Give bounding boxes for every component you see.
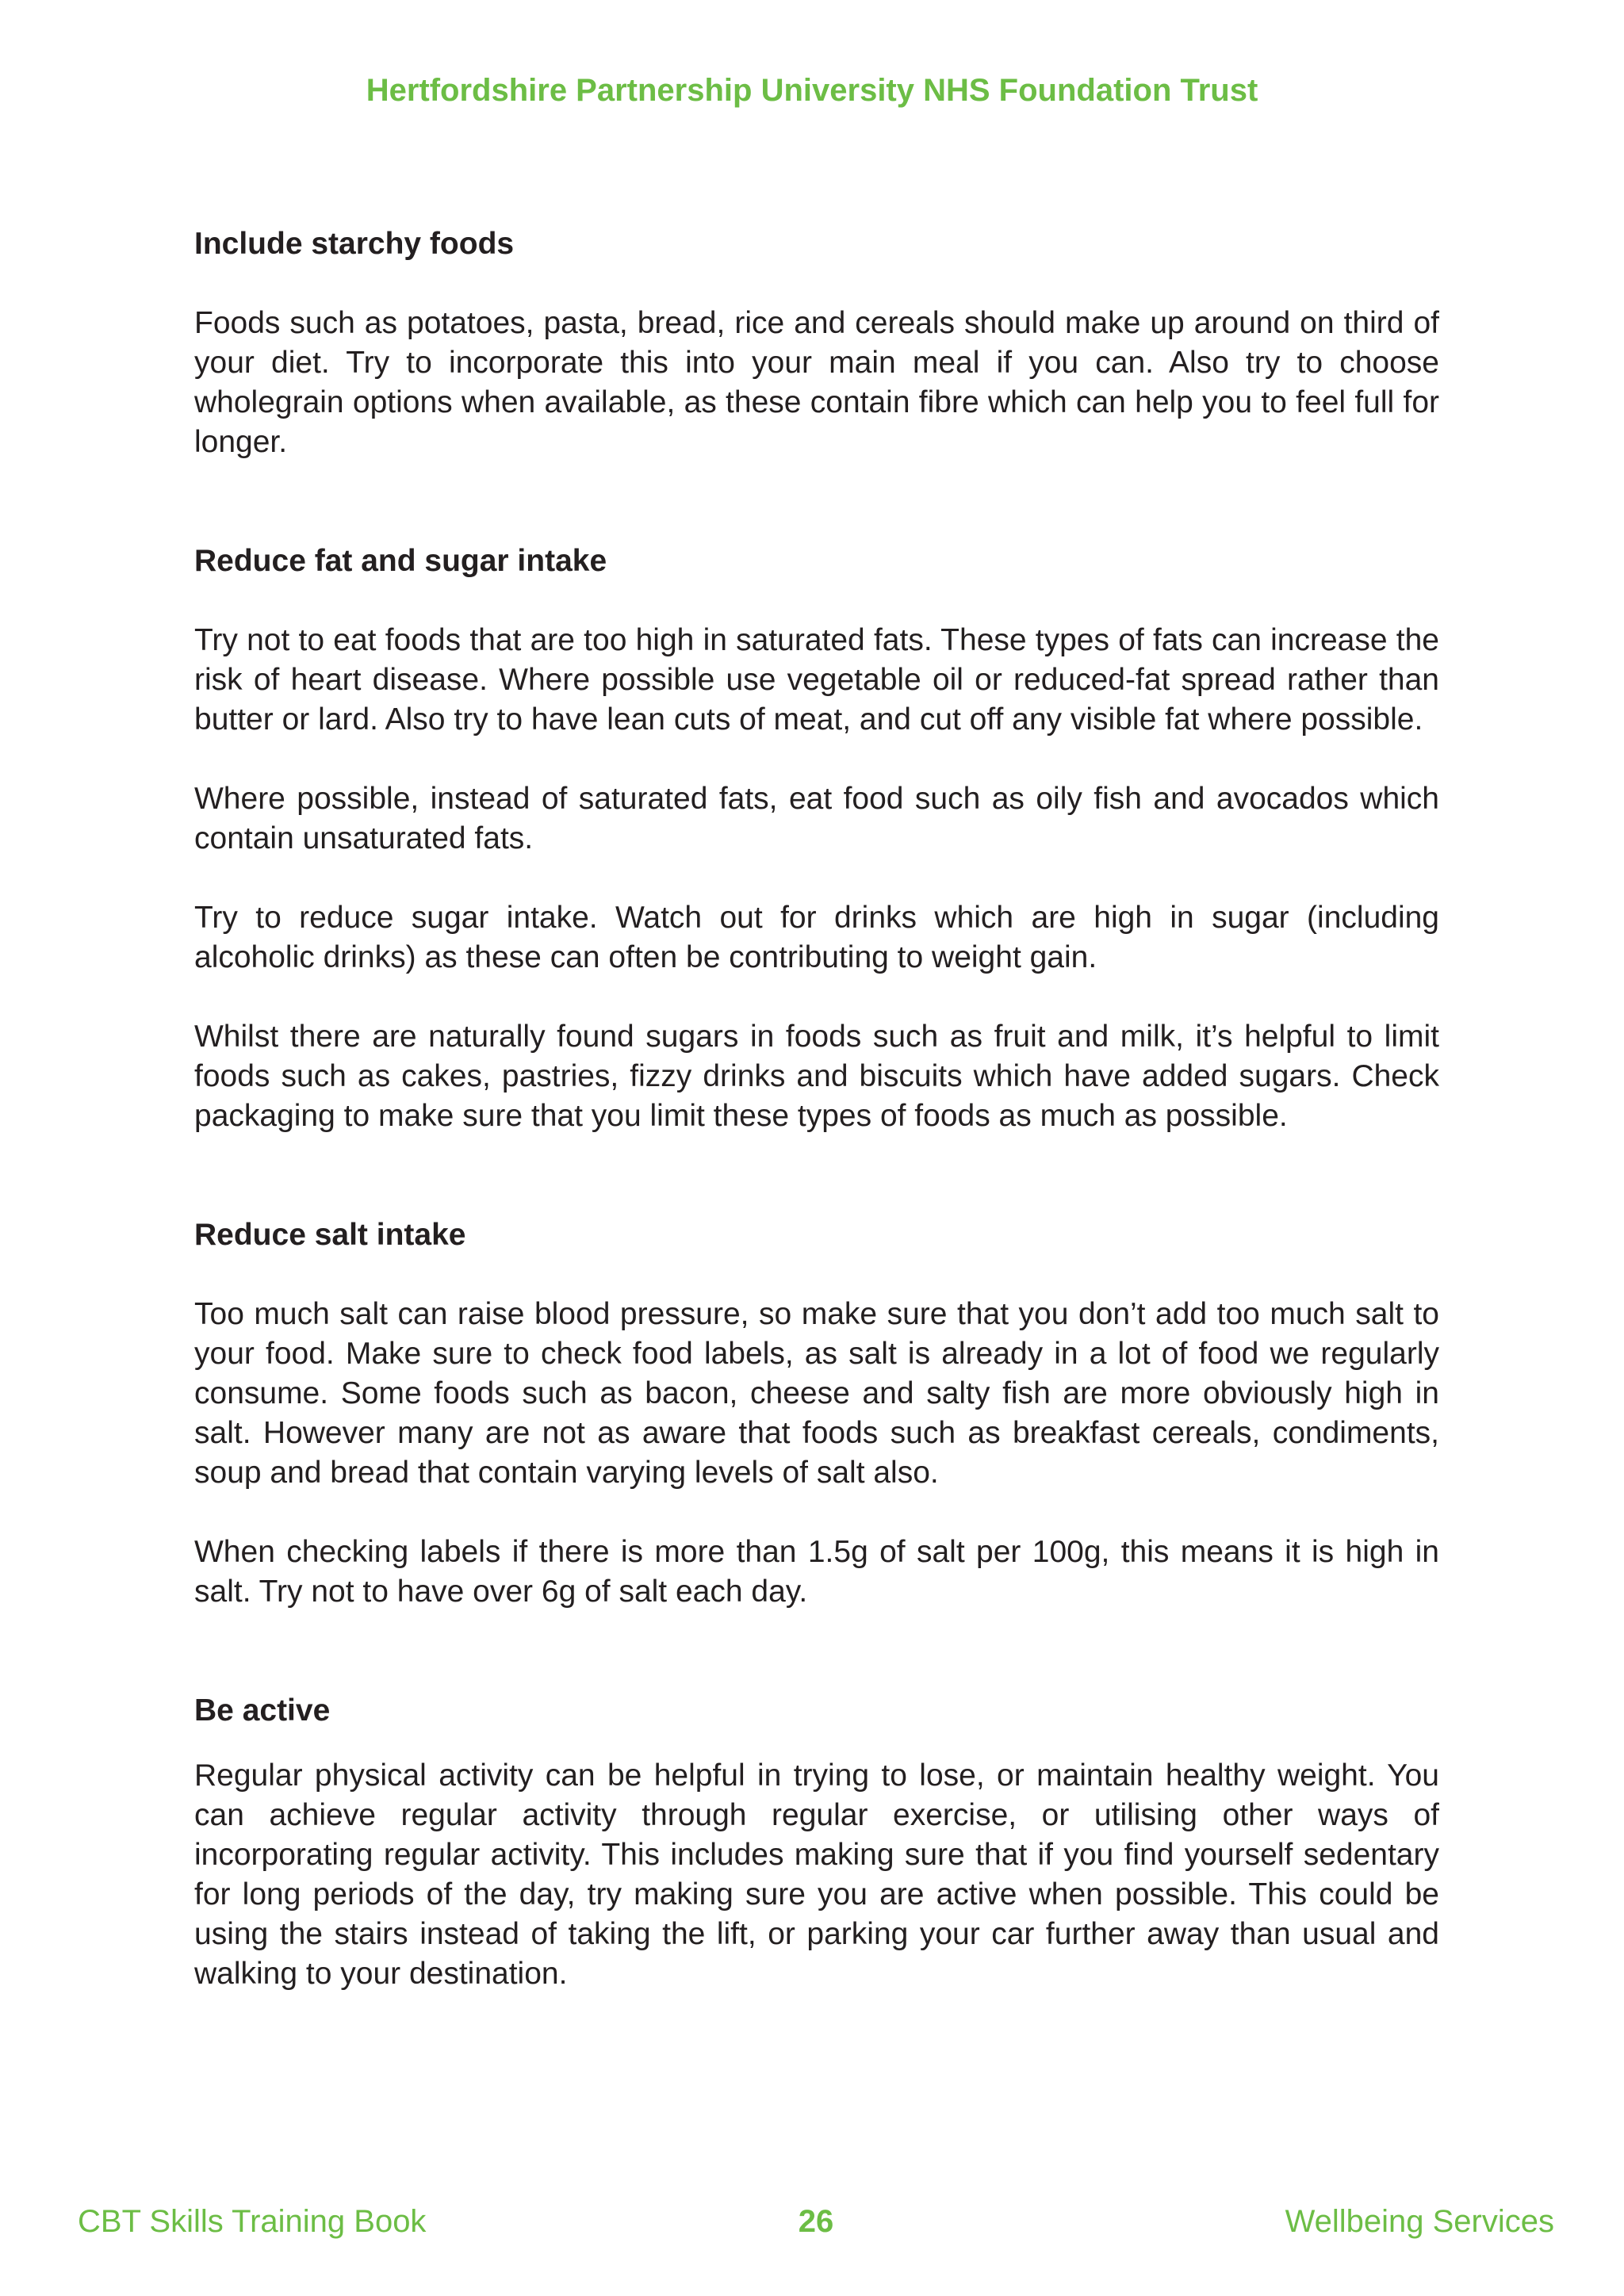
- paragraph: Foods such as potatoes, pasta, bread, rice and cereals should make up around on third of your diet. Try to incorporate this into your main meal if you can. Also try to choose wholegrain options when available, as these contain fibre which can help you to feel full for longer.: [194, 306, 1439, 459]
- section-heading: Reduce fat and sugar intake: [194, 544, 607, 578]
- page-footer: [78, 2201, 1554, 2242]
- section-salt: [194, 1215, 1439, 1612]
- footer-service-name: Wellbeing Services: [1285, 2204, 1554, 2239]
- section-heading: Be active: [194, 1693, 331, 1728]
- paragraph: Whilst there are naturally found sugars in foods such as fruit and milk, it’s helpful to limit foods such as cakes, pastries, fizzy drinks and biscuits which have added sugars. Check packaging to make sure that you limit these types of foods as much as possible.: [194, 1020, 1439, 1133]
- paragraph: Try not to eat foods that are too high in saturated fats. These types of fats can increase the risk of heart disease. Where possible use vegetable oil or reduced-fat spread rather than butter or lard. Also try to have lean cuts of meat, and cut off any visible fat where possible.: [194, 623, 1439, 737]
- page-header-title: Hertfordshire Partnership University NHS Foundation Trust: [366, 73, 1258, 108]
- paragraph: Try to reduce sugar intake. Watch out for drinks which are high in sugar (including alcoholic drinks) as these can often be contributing to weight gain.: [194, 901, 1439, 974]
- page-number: 26: [798, 2204, 834, 2239]
- document-body: [194, 224, 1439, 1994]
- section-starchy-foods: [194, 224, 1439, 462]
- section-fat-sugar: [194, 541, 1439, 1136]
- section-be-active: [194, 1691, 1439, 1994]
- section-heading: Reduce salt intake: [194, 1218, 466, 1252]
- paragraph: Too much salt can raise blood pressure, so make sure that you don’t add too much salt to your food. Make sure to check food labels, as salt is already in a lot of food we regularly consume. Some foods such as bacon, cheese and salty fish are more obviously high in salt. However many are not as aware that foods such as breakfast cereals, condiments, soup and bread that contain varying levels of salt also.: [194, 1297, 1439, 1490]
- paragraph: When checking labels if there is more than 1.5g of salt per 100g, this means it is high in salt. Try not to have over 6g of salt each day.: [194, 1535, 1439, 1609]
- section-heading: Include starchy foods: [194, 227, 515, 261]
- paragraph: Regular physical activity can be helpful in trying to lose, or maintain healthy weight. You can achieve regular activity through regular exercise, or utilising other ways of incorporating regular activity. This includes making sure that if you find yourself sedentary for long periods of the day, try making sure you are active when possible. This could be using the stairs instead of taking the lift, or parking your car further away than usual and walking to your destination.: [194, 1758, 1439, 1991]
- paragraph: Where possible, instead of saturated fats, eat food such as oily fish and avocados which contain unsaturated fats.: [194, 782, 1439, 855]
- footer-book-title: CBT Skills Training Book: [78, 2204, 427, 2239]
